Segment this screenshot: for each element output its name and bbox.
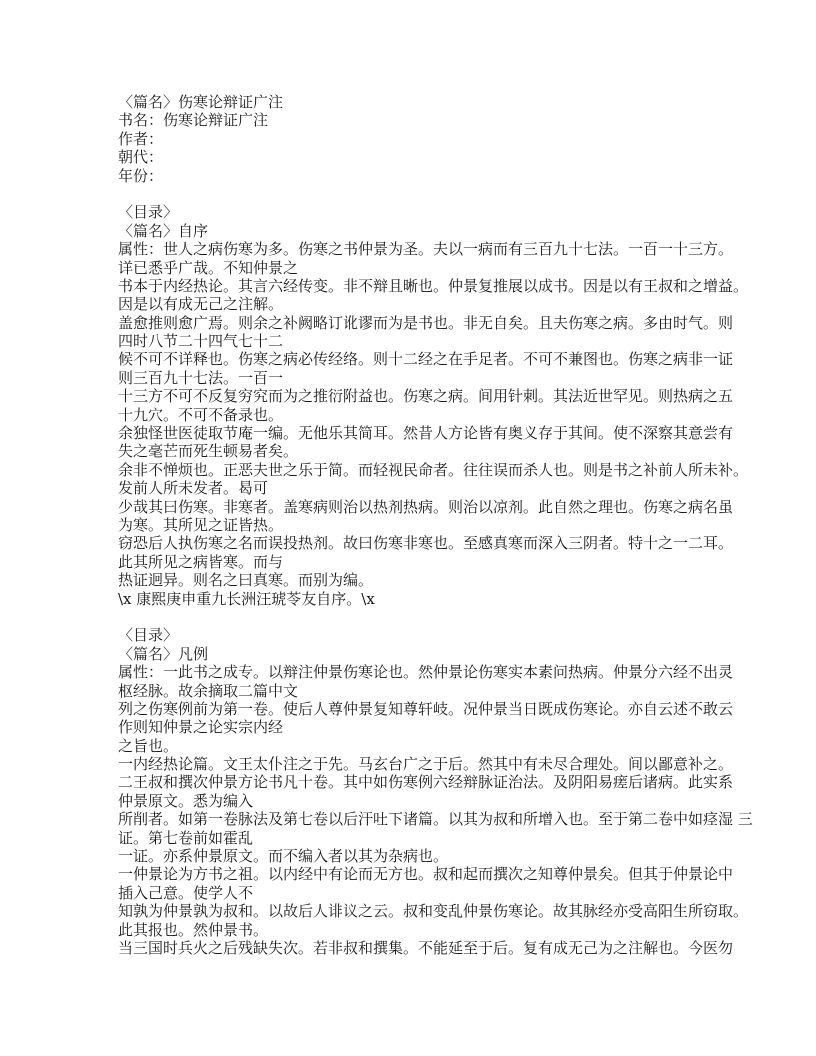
blank-line (118, 185, 718, 203)
text-line: 发前人所未发者。曷可 (118, 479, 269, 498)
text-line: 候不可不详释也。伤寒之病必传经络。则十二经之在手足者。不可不兼图也。伤寒之病非一证 (118, 350, 734, 369)
text-line: 〈目录〉 (118, 626, 179, 645)
text-line: 热证迥异。则名之曰真寒。而别为编。 (118, 571, 374, 590)
text-line: 书名：伤寒论辩证广注 (118, 111, 269, 130)
document-page (118, 93, 753, 957)
text-line: 余非不惮烦也。正恶夫世之乐于简。而轻视民命者。往往误而杀人也。则是书之补前人所未补。 (118, 460, 749, 479)
text-line: 知孰为仲景孰为叔和。以故后人诽议之云。叔和变乱仲景伤寒论。故其脉经亦受高阳生所窃取。 (118, 902, 749, 921)
text-line: 余独怪世医徒取节庵一编。无他乐其简耳。然昔人方论皆有奥义存于其间。使不深察其意尝有 (118, 424, 734, 443)
text-line: 十九穴。不可不备录也。 (118, 405, 284, 424)
text-line: 之旨也。 (118, 736, 179, 755)
text-line: 属性：世人之病伤寒为多。伤寒之书仲景为圣。夫以一病而有三百九十七法。一百一十三方。 (118, 240, 734, 259)
text-line: 年份： (118, 166, 164, 185)
text-line: 四时八节二十四气七十二 (118, 332, 284, 351)
text-line: 详已悉乎广哉。不知仲景之 (118, 258, 299, 277)
text-line: 枢经脉。故余摘取二篇中文 (118, 681, 299, 700)
text-line: 属性：一此书之成专。以辩注仲景伤寒论也。然仲景论伤寒实本素问热病。仲景分六经不出灵 (118, 663, 734, 682)
text-line: 〈篇名〉凡例 (118, 644, 209, 663)
text-line: 证。第七卷前如霍乱 (118, 828, 254, 847)
blank-line (118, 608, 718, 626)
text-line: 二王叔和撰次仲景方论书凡十卷。其中如伤寒例六经辩脉证治法。及阴阳易瘥后诸病。此实系 (118, 773, 734, 792)
text-line: \x 康熙庚申重九长洲汪琥苓友自序。\x (118, 589, 375, 608)
text-line: 十三方不可不反复穷究而为之推衍附益也。伤寒之病。间用针刺。其法近世罕见。则热病之五 (118, 387, 734, 406)
text-line: 〈篇名〉伤寒论辩证广注 (118, 93, 284, 111)
text-line: 当三国时兵火之后残缺失次。若非叔和撰集。不能延至于后。复有成无己为之注解也。今医勿 (118, 938, 734, 957)
text-line: 作者： (118, 129, 164, 148)
text-line: 此其报也。然仲景书。 (118, 920, 269, 939)
text-line: 窃恐后人执伤寒之名而误投热剂。故曰伤寒非寒也。至感真寒而深入三阴者。特十之一二耳。 (118, 534, 734, 553)
text-line: 一证。亦系仲景原文。而不编入者以其为杂病也。 (118, 847, 449, 866)
text-line: 作则知仲景之论实宗内经 (118, 718, 284, 737)
text-line: 因是以有成无己之注解。 (118, 295, 284, 314)
text-line: 失之毫芒而死生顿易者矣。 (118, 442, 299, 461)
text-line: 一内经热论篇。文王太仆注之于先。马玄台广之于后。然其中有未尽合理处。间以鄙意补之。 (118, 755, 734, 774)
text-line: 〈目录〉 (118, 203, 179, 222)
text-line: 所削者。如第一卷脉法及第七卷以后汗吐下诸篇。以其为叔和所增入也。至于第二卷中如痉湿 三 (118, 810, 753, 829)
text-line: 仲景原文。悉为编入 (118, 791, 254, 810)
text-line: 列之伤寒例前为第一卷。使后人尊仲景复知尊轩岐。况仲景当日既成伤寒论。亦自云述不敢云 (118, 699, 734, 718)
text-line: 书本于内经热论。其言六经传变。非不辩且晰也。仲景复推展以成书。因是以有王叔和之增益。 (118, 276, 749, 295)
text-line: 为寒。其所见之证皆热。 (118, 515, 284, 534)
text-line: 朝代： (118, 148, 164, 167)
text-line: 一仲景论为方书之祖。以内经中有论而无方也。叔和起而撰次之知尊仲景矣。但其于仲景论中 (118, 865, 734, 884)
text-line: 〈篇名〉自序 (118, 221, 209, 240)
text-line: 盖愈推则愈广焉。则余之补阙略订讹谬而为是书也。非无自矣。且夫伤寒之病。多由时气。则 (118, 313, 734, 332)
text-line: 此其所见之病皆寒。而与 (118, 552, 284, 571)
text-line: 插入己意。使学人不 (118, 883, 254, 902)
text-line: 则三百九十七法。一百一 (118, 368, 284, 387)
text-line: 少哉其曰伤寒。非寒者。盖寒病则治以热剂热病。则治以凉剂。此自然之理也。伤寒之病名虽 (118, 497, 734, 516)
